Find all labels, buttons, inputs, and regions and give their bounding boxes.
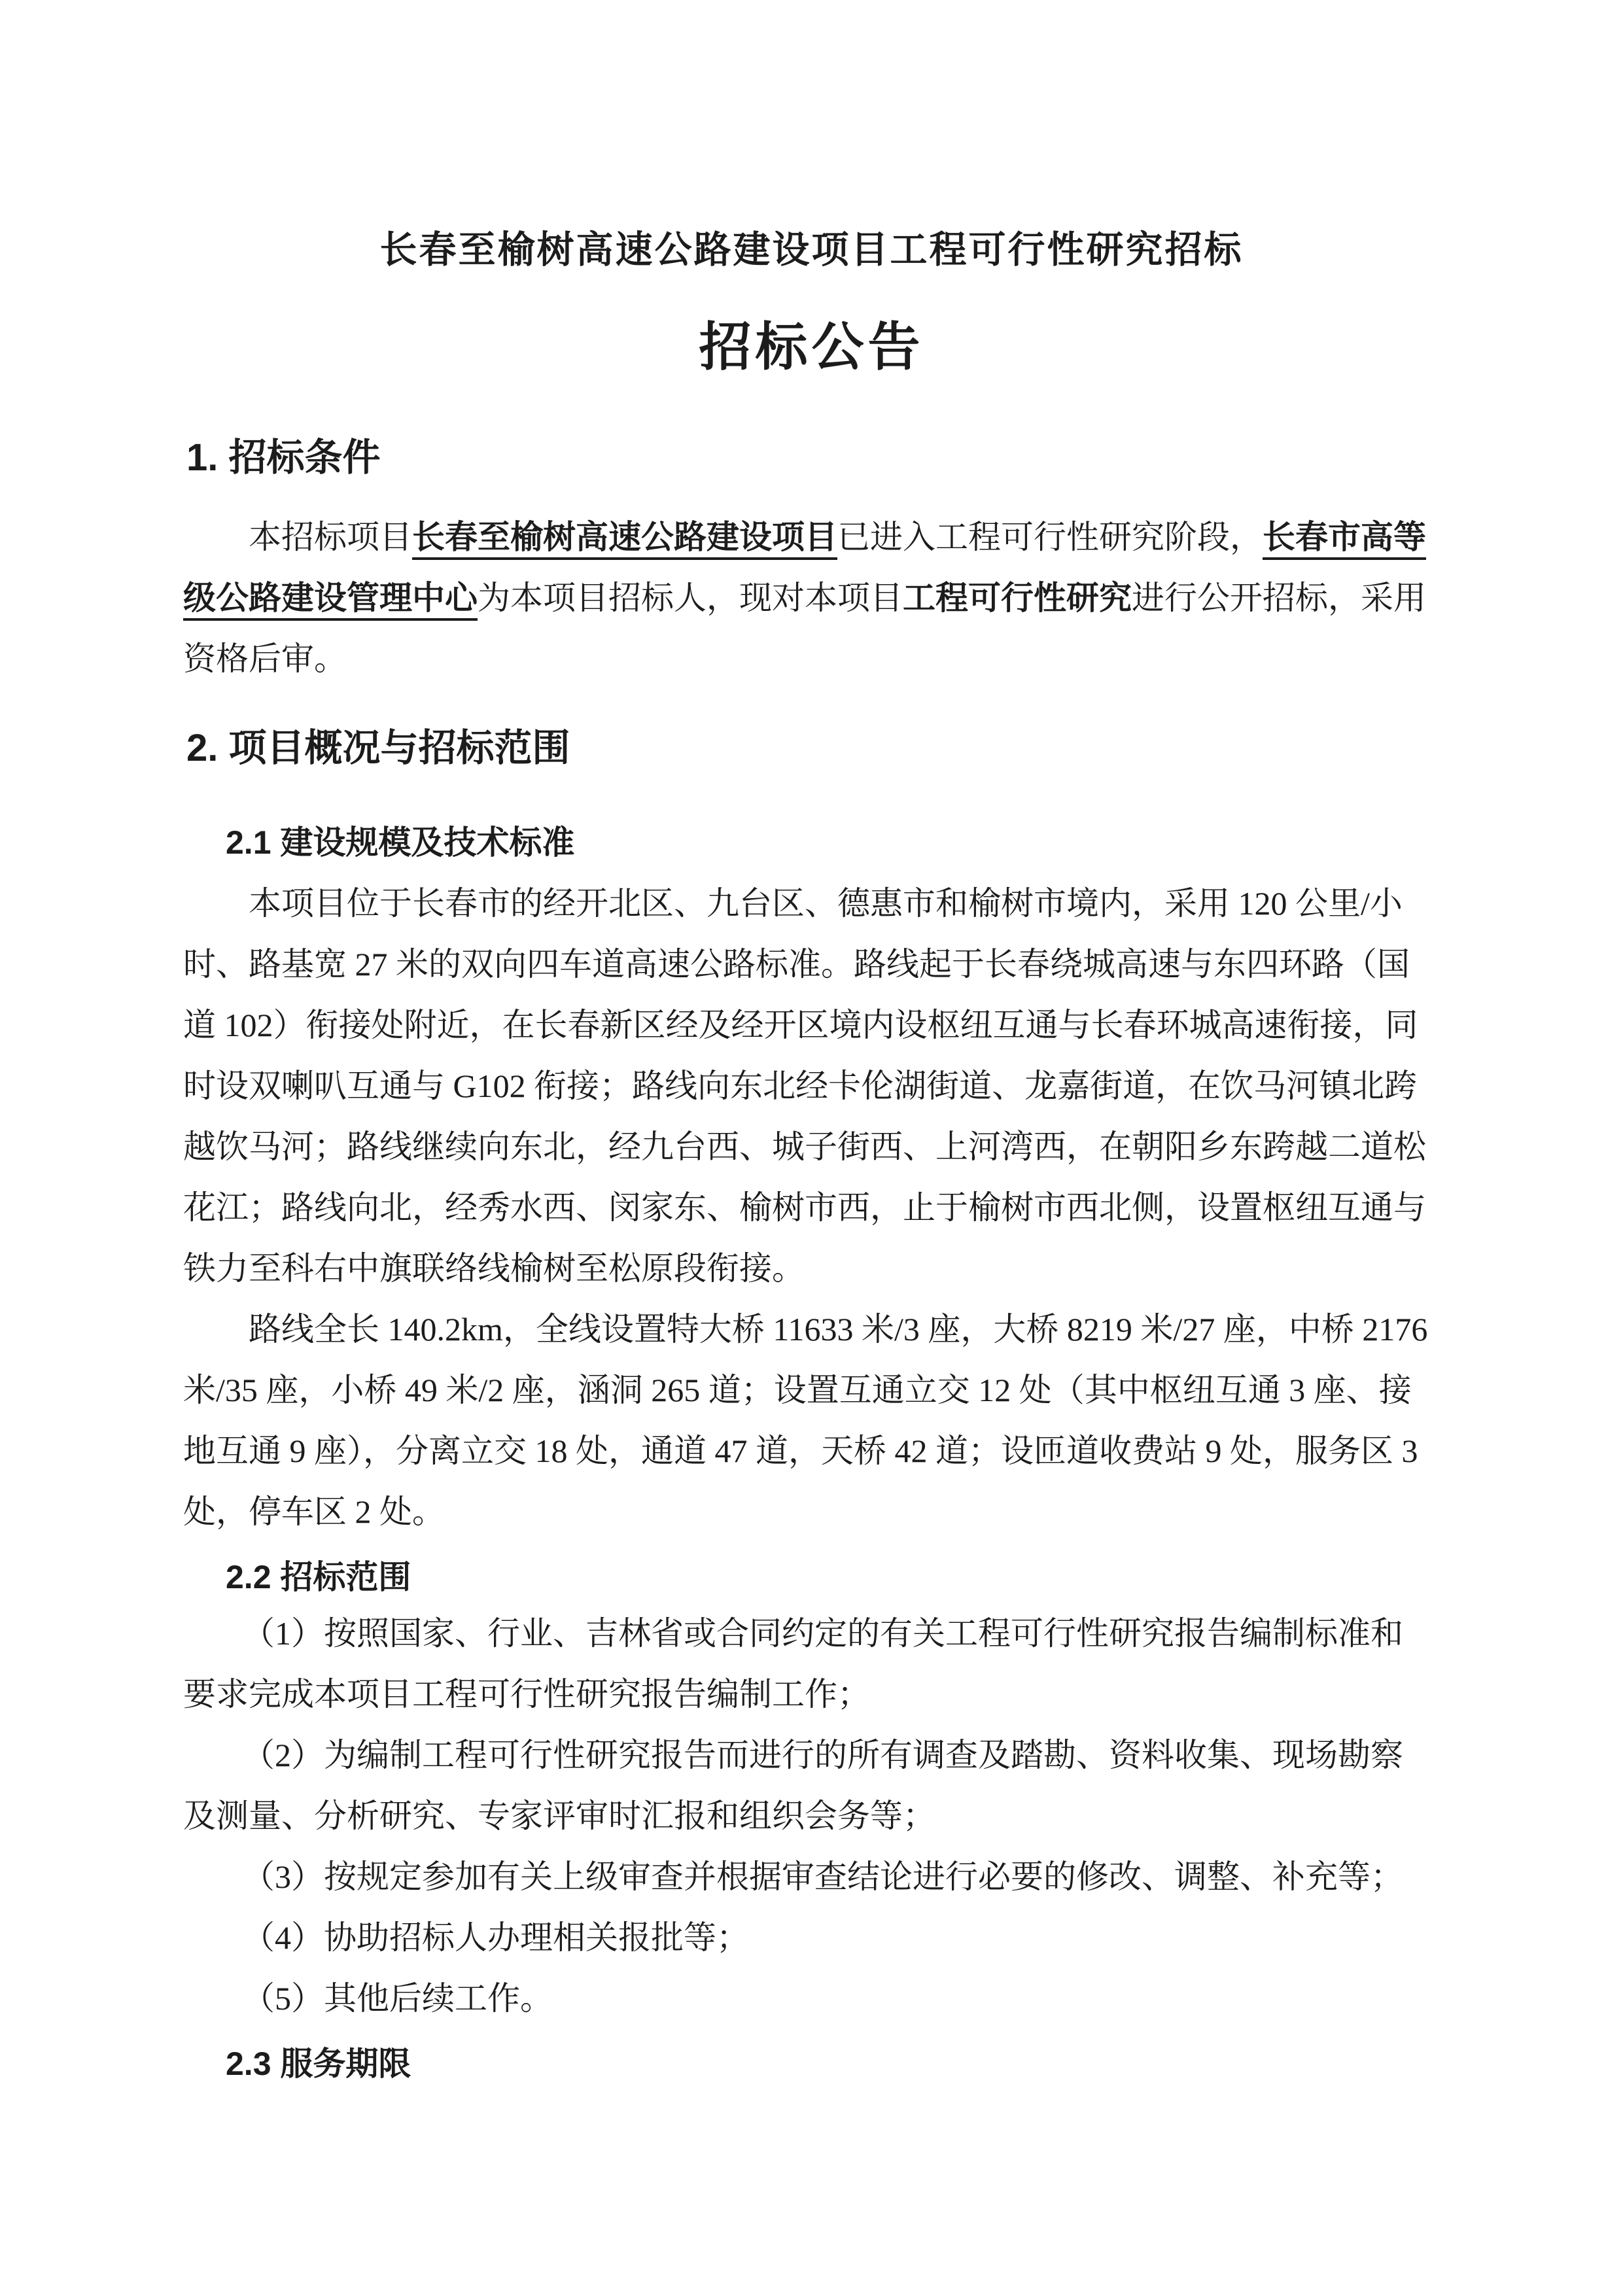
text-line: 本项目位于长春市的经开北区、九台区、德惠市和榆树市境内，采用 120 公里/小 — [249, 885, 1403, 922]
text-line: 地互通 9 座），分离立交 18 处，通道 47 道，天桥 42 道；设匝道收费站 9 处，服务区 3 — [183, 1433, 1418, 1469]
scope-item-1-line-1: （1）按照国家、行业、吉林省或合同约定的有关工程可行性研究报告编制标准和 — [242, 1615, 1403, 1652]
text-segment: 本招标项目 — [249, 519, 412, 555]
text-segment: 为本项目招标人，现对本项目 — [478, 580, 903, 616]
subsection-heading-2-3: 2.3 服务期限 — [226, 2045, 411, 2082]
scope-item-3: （3）按规定参加有关上级审查并根据审查结论进行必要的修改、调整、补充等； — [242, 1858, 1403, 1895]
text-segment: 进行公开招标，采用 — [1132, 580, 1426, 616]
bold-feasibility-study: 工程可行性研究 — [903, 580, 1132, 616]
underlined-project-name: 长春至榆树高速公路建设项目 — [412, 519, 837, 555]
text-line: 时设双喇叭互通与 G102 衔接；路线向东北经卡伦湖街道、龙嘉街道，在饮马河镇北跨 — [183, 1068, 1418, 1104]
text-line: 越饮马河；路线继续向东北，经九台西、城子街西、上河湾西，在朝阳乡东跨越二道松 — [183, 1128, 1426, 1165]
text-line — [183, 576, 1465, 619]
subsection-heading-2-1: 2.1 建设规模及技术标准 — [226, 824, 575, 861]
announcement-title: 招标公告 — [699, 318, 924, 376]
scope-item-4: （4）协助招标人办理相关报批等； — [242, 1919, 749, 1956]
text-line: 时、路基宽 27 米的双向四车道高速公路标准。路线起于长春绕城高速与东四环路（国 — [183, 946, 1410, 983]
section-heading-1: 1. 招标条件 — [186, 436, 381, 479]
scope-item-5: （5）其他后续工作。 — [242, 1980, 553, 2017]
text-line: 路线全长 140.2km，全线设置特大桥 11633 米/3 座，大桥 8219 米/27 座，中桥 2176 — [249, 1311, 1428, 1348]
underlined-tenderee-name-part2: 级公路建设管理中心 — [183, 580, 478, 616]
text-line — [183, 515, 1465, 559]
text-line: 道 102）衔接处附近，在长春新区经及经开区境内设枢纽互通与长春环城高速衔接，同 — [183, 1007, 1418, 1043]
scope-item-2-line-1: （2）为编制工程可行性研究报告而进行的所有调查及踏勘、资料收集、现场勘察 — [242, 1737, 1403, 1773]
text-segment: 资格后审。 — [183, 640, 347, 677]
text-line: 花江；路线向北，经秀水西、闵家东、榆树市西，止于榆树市西北侧，设置枢纽互通与 — [183, 1189, 1426, 1226]
text-line — [183, 637, 1465, 680]
section-heading-2: 2. 项目概况与招标范围 — [186, 727, 570, 769]
scope-item-1-line-2: 要求完成本项目工程可行性研究报告编制工作； — [183, 1676, 870, 1713]
document-title: 长春至榆树高速公路建设项目工程可行性研究招标 — [379, 229, 1244, 271]
scope-item-2-line-2: 及测量、分析研究、专家评审时汇报和组织会务等； — [183, 1798, 935, 1834]
text-segment: 已进入工程可行性研究阶段， — [837, 519, 1263, 555]
underlined-tenderee-name-part1: 长春市高等 — [1263, 519, 1426, 555]
text-line: 处，停车区 2 处。 — [183, 1493, 445, 1530]
subsection-heading-2-2: 2.2 招标范围 — [226, 1559, 411, 1595]
text-line: 米/35 座，小桥 49 米/2 座，涵洞 265 道；设置互通立交 12 处（其中枢纽互通 3 座、接 — [183, 1372, 1412, 1408]
text-line: 铁力至科右中旗联络线榆树至松原段衔接。 — [183, 1250, 805, 1287]
